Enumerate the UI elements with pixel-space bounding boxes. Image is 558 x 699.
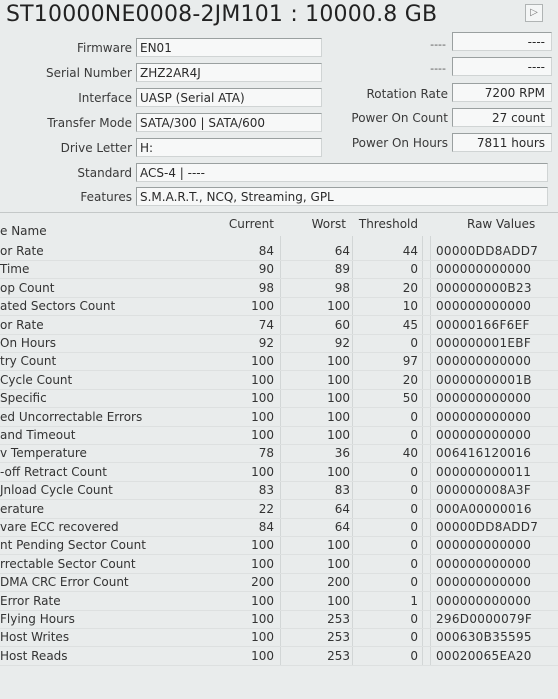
worst-value: 100 [327, 428, 350, 442]
attribute-name: nt Pending Sector Count [0, 538, 146, 553]
row-divider [0, 665, 558, 666]
current-value: 100 [251, 299, 274, 314]
worst-value: 253 [327, 648, 350, 663]
raw-value: 00000000001B [436, 372, 532, 387]
threshold-value: 10 [402, 299, 418, 314]
unused-label-1: ---- [430, 38, 446, 51]
current-value: 100 [251, 372, 274, 387]
worst-value: 100 [327, 556, 350, 571]
worst-value: 64 [334, 244, 350, 258]
power-on-hours-field: 7811 hours [452, 133, 552, 152]
worst-value: 60 [334, 317, 350, 332]
attribute-name: and Timeout [0, 428, 76, 442]
power-on-count-field: 27 count [452, 108, 552, 127]
row-divider [0, 260, 558, 261]
threshold-value: 0 [410, 575, 418, 590]
raw-value: 000630B35595 [436, 630, 532, 645]
attribute-name: Cycle Count [0, 372, 73, 387]
attribute-name: Specific [0, 391, 47, 406]
worst-value: 200 [327, 575, 350, 590]
current-value: 100 [251, 593, 274, 608]
attribute-name: -off Retract Count [0, 464, 107, 479]
current-value: 78 [258, 446, 274, 461]
current-value: 83 [258, 483, 274, 498]
worst-value: 100 [327, 372, 350, 387]
current-value: 22 [258, 501, 274, 516]
current-value: 74 [258, 317, 274, 332]
attribute-name: vare ECC recovered [0, 520, 119, 534]
row-divider [0, 352, 558, 353]
threshold-value: 0 [410, 612, 418, 626]
attribute-name: erature [0, 501, 45, 516]
serial-number-label: Serial Number [46, 66, 132, 80]
worst-value: 253 [327, 630, 350, 645]
drive-title: ST10000NE0008-2JM101 : 10000.8 GB [6, 2, 438, 27]
row-divider [0, 518, 558, 519]
attribute-name: rrectable Sector Count [0, 556, 136, 571]
raw-value: 00020065EA20 [436, 648, 532, 663]
raw-value: 000000000000 [436, 391, 532, 406]
row-divider [0, 536, 558, 537]
row-divider [0, 370, 558, 371]
row-divider [0, 646, 558, 647]
attribute-name: ed Uncorrectable Errors [0, 409, 143, 424]
row-divider [0, 407, 558, 408]
current-value: 100 [251, 409, 274, 424]
threshold-value: 45 [402, 317, 418, 332]
interface-field: UASP (Serial ATA) [136, 88, 322, 107]
worst-value: 100 [327, 464, 350, 479]
attribute-name: ated Sectors Count [0, 299, 116, 314]
current-value: 100 [251, 428, 274, 442]
current-value: 100 [251, 612, 274, 626]
raw-value: 000000000000 [436, 593, 532, 608]
row-divider [0, 426, 558, 427]
attribute-name: op Count [0, 280, 55, 295]
raw-value: 000000000000 [436, 428, 532, 442]
raw-value: 00000DD8ADD7 [436, 244, 539, 258]
current-value: 100 [251, 556, 274, 571]
raw-value: 000000000000 [436, 556, 532, 571]
raw-value: 000000000000 [436, 262, 532, 277]
row-divider [0, 591, 558, 592]
raw-value: 296D0000079F [436, 612, 533, 626]
features-field: S.M.A.R.T., NCQ, Streaming, GPL [136, 187, 548, 206]
interface-label: Interface [78, 91, 132, 105]
raw-value: 00000DD8ADD7 [436, 520, 539, 534]
rotation-rate-field: 7200 RPM [452, 83, 552, 102]
rotation-rate-label: Rotation Rate [366, 87, 448, 101]
threshold-value: 0 [410, 483, 418, 498]
raw-value: 000000000000 [436, 575, 532, 590]
worst-value: 36 [334, 446, 350, 461]
threshold-value: 0 [410, 409, 418, 424]
current-value: 100 [251, 538, 274, 553]
row-divider [0, 573, 558, 574]
features-label: Features [80, 190, 132, 204]
current-value: 98 [258, 280, 274, 295]
attribute-name: On Hours [0, 336, 57, 350]
raw-value: 000000008A3F [436, 483, 532, 498]
worst-value: 92 [334, 336, 350, 350]
attribute-name: or Rate [0, 244, 44, 258]
raw-value: 006416120016 [436, 446, 532, 461]
threshold-value: 0 [410, 648, 418, 663]
current-value: 100 [251, 354, 274, 369]
worst-value: 64 [334, 501, 350, 516]
threshold-value: 40 [402, 446, 418, 461]
raw-value: 000000000B23 [436, 280, 532, 295]
threshold-value: 20 [402, 280, 418, 295]
drive-letter-label: Drive Letter [60, 141, 132, 155]
col-header-current[interactable]: Current [228, 217, 274, 231]
row-divider [0, 389, 558, 390]
col-header-raw-values[interactable]: Raw Values [467, 217, 536, 231]
row-divider [0, 554, 558, 555]
worst-value: 100 [327, 391, 350, 406]
threshold-value: 44 [402, 244, 418, 258]
threshold-value: 0 [410, 501, 418, 516]
row-divider [0, 297, 558, 298]
col-header-threshold[interactable]: Threshold [358, 217, 418, 231]
row-divider [0, 610, 558, 611]
raw-value: 000000000011 [436, 464, 532, 479]
threshold-value: 0 [410, 262, 418, 277]
attribute-name: Time [0, 262, 30, 277]
threshold-value: 0 [410, 336, 418, 350]
row-divider [0, 334, 558, 335]
row-divider [0, 499, 558, 500]
power-on-hours-label: Power On Hours [351, 136, 448, 150]
transfer-mode-label: Transfer Mode [47, 116, 132, 130]
raw-value: 000000000000 [436, 409, 532, 424]
threshold-value: 20 [402, 372, 418, 387]
attribute-name: Host Writes [0, 630, 70, 645]
threshold-value: 97 [402, 354, 418, 369]
current-value: 100 [251, 391, 274, 406]
firmware-label: Firmware [77, 41, 132, 55]
current-value: 100 [251, 464, 274, 479]
attribute-name: or Rate [0, 317, 44, 332]
worst-value: 89 [334, 262, 350, 277]
drive-letter-field: H: [136, 138, 322, 157]
col-header-name[interactable]: e Name [0, 224, 47, 238]
worst-value: 83 [334, 483, 350, 498]
standard-field: ACS-4 | ---- [136, 163, 548, 182]
worst-value: 100 [327, 593, 350, 608]
threshold-value: 1 [410, 593, 418, 608]
row-divider [0, 278, 558, 279]
threshold-value: 0 [410, 520, 418, 534]
threshold-value: 0 [410, 464, 418, 479]
attribute-name: Host Reads [0, 648, 68, 663]
worst-value: 100 [327, 409, 350, 424]
threshold-value: 0 [410, 630, 418, 645]
firmware-field: EN01 [136, 38, 322, 57]
attribute-name: Flying Hours [0, 612, 75, 626]
standard-label: Standard [77, 166, 132, 180]
raw-value: 00000166F6EF [436, 317, 530, 332]
worst-value: 100 [327, 538, 350, 553]
serial-number-field: ZHZ2AR4J [136, 63, 322, 82]
threshold-value: 50 [402, 391, 418, 406]
threshold-value: 0 [410, 538, 418, 553]
threshold-value: 0 [410, 428, 418, 442]
row-divider [0, 315, 558, 316]
row-divider [0, 444, 558, 445]
threshold-value: 0 [410, 556, 418, 571]
col-header-worst[interactable]: Worst [311, 217, 346, 231]
current-value: 100 [251, 648, 274, 663]
attribute-name: Jnload Cycle Count [0, 483, 113, 498]
attribute-name: DMA CRC Error Count [0, 575, 129, 590]
worst-value: 64 [334, 520, 350, 534]
next-drive-arrow-icon[interactable]: ▷ [525, 4, 543, 22]
worst-value: 253 [327, 612, 350, 626]
attribute-name: Error Rate [0, 593, 61, 608]
current-value: 84 [258, 244, 274, 258]
row-divider [0, 462, 558, 463]
unused-field-1: ---- [452, 32, 552, 51]
row-divider [0, 628, 558, 629]
current-value: 100 [251, 630, 274, 645]
raw-value: 000000000000 [436, 354, 532, 369]
raw-value: 000000000000 [436, 538, 532, 553]
raw-value: 000000000000 [436, 299, 532, 314]
transfer-mode-field: SATA/300 | SATA/600 [136, 113, 322, 132]
section-divider [0, 212, 558, 213]
unused-label-2: ---- [430, 62, 446, 75]
worst-value: 100 [327, 354, 350, 369]
worst-value: 100 [327, 299, 350, 314]
unused-field-2: ---- [452, 57, 552, 76]
current-value: 200 [251, 575, 274, 590]
row-divider [0, 481, 558, 482]
current-value: 84 [258, 520, 274, 534]
attribute-name: try Count [0, 354, 57, 369]
worst-value: 98 [334, 280, 350, 295]
current-value: 92 [258, 336, 274, 350]
power-on-count-label: Power On Count [351, 111, 448, 125]
attribute-name: v Temperature [0, 446, 87, 461]
current-value: 90 [258, 262, 274, 277]
raw-value: 000A00000016 [436, 501, 532, 516]
raw-value: 000000001EBF [436, 336, 532, 350]
